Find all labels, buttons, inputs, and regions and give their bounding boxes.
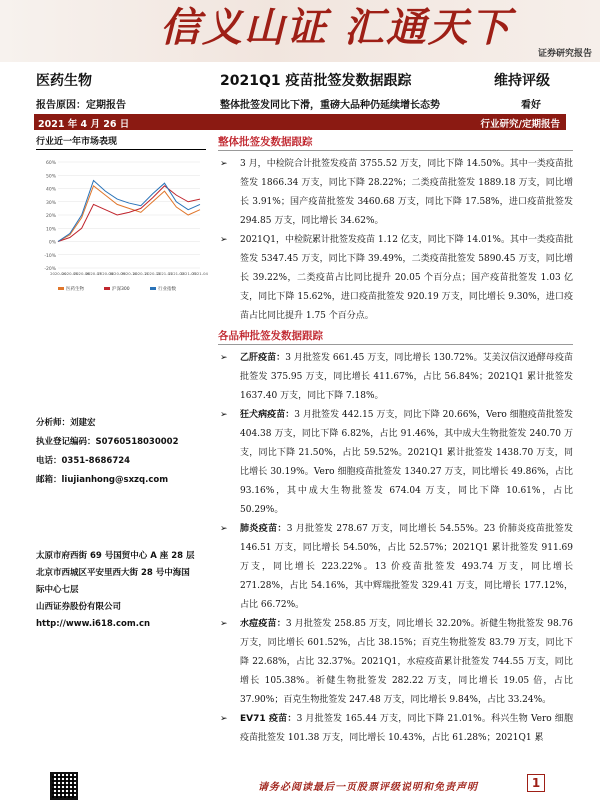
chart-y-tick-label: 10%: [45, 227, 56, 233]
address-line: 际中心七层: [36, 585, 79, 595]
analyst-label: 分析师：: [36, 418, 71, 428]
chart-x-tick-label: 2020-06: [73, 271, 90, 276]
chart-x-tick-label: 2020-04: [50, 271, 66, 276]
sidebar: [36, 134, 208, 298]
chart-x-tick-label: 2020-10: [121, 271, 137, 276]
product-text: 3 月批签发 258.85 万支，同比增长 32.20%。祈健生物批签发 98.76 万支，同比增长 601.52%，占比 38.15%；百克生物批签发 83.79 万支，同比下降 22.68%，占比 32.37%。2021Q1，水痘疫苗累计批签发 744.55 万支，同比增长 105.38%。祈健生物批签发 282.22 万支，同比增长 19.05 倍，占比 37.90%；百克生物批签发 247.48 万支，同比增长 9.84%，占比 33.24%。: [240, 619, 573, 705]
chart-x-tick-label: 2020-07: [85, 271, 102, 276]
product-keyword: 狂犬病疫苗：: [240, 410, 295, 420]
main-content: [218, 134, 573, 748]
report-category: 行业研究/定期报告: [480, 119, 560, 130]
header-row: [0, 70, 600, 92]
chart-x-tick-label: 2020-05: [61, 271, 78, 276]
product-keyword: 水痘疫苗：: [240, 619, 286, 629]
date-bar: [34, 114, 566, 130]
chart-y-tick-label: 50%: [45, 174, 56, 180]
chart-series-line: [58, 181, 200, 242]
chart-x-tick-label: 2020-08: [97, 271, 114, 276]
chart-title: 行业近一年市场表现: [36, 134, 206, 150]
chart-y-tick-label: 30%: [45, 200, 56, 206]
company-slogan-logo: 信义山证 汇通天下: [160, 4, 512, 51]
product-text: 3 月批签发 165.44 万支，同比下降 21.01%。科兴生物 Vero 细胞疫苗批签发 101.38 万支，同比增长 10.43%，占比 61.28%；2021Q1 累: [240, 714, 573, 743]
overall-bullet: ➢ 3 月，中检院合计批签发疫苗 3755.52 万支，同比下降 14.50%。其中一类疫苗批签发 1866.34 万支，同比下降 28.22%；二类疫苗批签发 1889.18 万支，同比增长 3.91%；国产疫苗批签发 3460.68 万支，同比下降 17.58%，进口疫苗批签发 294.85 万支，同比增长 34.62%。: [218, 155, 573, 231]
license-number: 执业登记编码：S0760518030002: [36, 437, 179, 447]
disclaimer: 请务必阅读最后一页股票评级说明和免责声明: [258, 782, 478, 793]
chart-y-tick-label: 40%: [45, 187, 56, 193]
analyst-name: 刘建宏: [70, 418, 96, 428]
chart-series-line: [58, 186, 200, 242]
chart-x-tick-label: 2021-03: [180, 271, 197, 276]
chart-x-tick-label: 2020-11: [132, 271, 149, 276]
chart-legend-label: 行业指数: [158, 287, 176, 292]
chart-x-tick-label: 2021-04: [192, 271, 208, 276]
chart-y-tick-label: -10%: [44, 253, 56, 259]
section-title-overall: 整体批签发数据跟踪: [218, 134, 573, 151]
analyst-info: [36, 414, 179, 490]
website-link[interactable]: http://www.i618.com.cn: [36, 619, 151, 629]
product-keyword: EV71 疫苗：: [240, 714, 297, 724]
chart-svg: [36, 156, 206, 298]
product-bullet: [218, 615, 573, 710]
footer: [0, 772, 600, 800]
chart-y-tick-label: -20%: [44, 267, 56, 272]
chart-legend-swatch: [150, 287, 156, 290]
product-text: 3 月批签发 661.45 万支，同比增长 130.72%。艾美汉信汉逊酵母疫苗批签发 375.95 万支，同比增长 411.67%，占比 56.84%；2021Q1 累计批签发 1637.40 万支，同比下降 7.18%。: [240, 353, 573, 401]
qr-code-icon: [50, 772, 78, 800]
analyst-row: [36, 414, 179, 433]
report-title: 2021Q1 疫苗批签发数据跟踪: [220, 73, 412, 89]
company-address: [36, 548, 216, 633]
rating-value: 看好: [521, 100, 541, 111]
address-line: 北京市西城区平安里西大街 28 号中海国: [36, 568, 190, 578]
document-type-label: 证券研究报告: [537, 49, 592, 59]
section-title-products: 各品种批签发数据跟踪: [218, 328, 573, 345]
chart-y-tick-label: 20%: [45, 214, 56, 219]
product-text: 3 月批签发 442.15 万支，同比下降 20.66%，Vero 细胞疫苗批签发 404.38 万支，同比下降 6.82%，占比 91.46%，其中成大生物批签发 240.70 万支，同比下降 21.50%，占比 59.52%。2021Q1 累计批签发 1438.70 万支，同比增长 30.19%。Vero 细胞疫苗批签发 1340.27 万支，同比增长 49.86%，占比 93.16%，其中成大生物批签发 674.04 万支，同比下降 10.61%，占比 50.29%。: [240, 410, 573, 515]
chart-y-tick-label: 0%: [48, 240, 56, 246]
address-line: 太原市府西街 69 号国贸中心 A 座 28 层: [36, 551, 195, 561]
product-bullet: [218, 710, 573, 748]
product-keyword: 乙肝疫苗：: [240, 353, 286, 363]
chart-x-tick-label: 2020-09: [109, 271, 126, 276]
page-number: 1: [527, 774, 545, 792]
overall-bullet: ➢ 2021Q1，中检院累计批签发疫苗 1.12 亿支，同比下降 14.01%。其中一类疫苗批签发 5347.45 万支，同比下降 39.49%，二类疫苗批签发 5890.45 万支，同比增长 39.22%，二类疫苗占比同比提升 20.05 个百分点；国产疫苗批签发 1.03 亿支，同比下降 15.62%，进口疫苗批签发 920.19 万支，同比增长 9.30%，进口疫苗占比同比提升 1.75 个百分点。: [218, 231, 573, 326]
product-bullet: [218, 406, 573, 520]
chart-legend-swatch: [104, 287, 110, 290]
report-subtitle: 整体批签发同比下滑，重磅大品种仍延续增长态势: [220, 100, 440, 111]
chart-legend-label: 沪深300: [112, 287, 130, 292]
chart-y-tick-label: 60%: [45, 161, 56, 166]
subheader-row: [0, 96, 600, 112]
product-keyword: 肺炎疫苗：: [240, 524, 287, 534]
industry-name: 医药生物: [36, 73, 92, 89]
chart-legend-swatch: [58, 287, 64, 290]
address-line: 山西证券股份有限公司: [36, 602, 122, 612]
market-performance-chart: [36, 156, 206, 298]
chart-series-line: [58, 186, 200, 242]
product-bullet: [218, 349, 573, 406]
analyst-phone: 电话：0351-8686724: [36, 456, 131, 466]
product-text: 3 月批签发 278.67 万支，同比增长 54.55%。23 价肺炎疫苗批签发 146.51 万支，同比增长 54.50%，占比 52.57%；2021Q1 累计批签发 911.69 万支，同比增长 223.22%。13 价疫苗批签发 493.74 万支，同比增长 271.28%，占比 54.16%，其中辉瑞批签发 329.41 万支，同比增长 177.12%，占比 66.72%。: [240, 524, 573, 610]
banner: [0, 0, 600, 62]
product-bullet: [218, 520, 573, 615]
report-date: 2021 年 4 月 26 日: [38, 119, 130, 130]
chart-x-tick-label: 2020-12: [144, 271, 161, 276]
chart-legend-label: 医药生物: [66, 287, 84, 292]
chart-x-tick-label: 2021-01: [156, 271, 173, 276]
report-reason: 报告原因：定期报告: [36, 100, 126, 111]
analyst-email: 邮箱：liujianhong@sxzq.com: [36, 475, 169, 485]
rating-label: 维持评级: [494, 73, 550, 89]
chart-x-tick-label: 2021-02: [168, 271, 185, 276]
